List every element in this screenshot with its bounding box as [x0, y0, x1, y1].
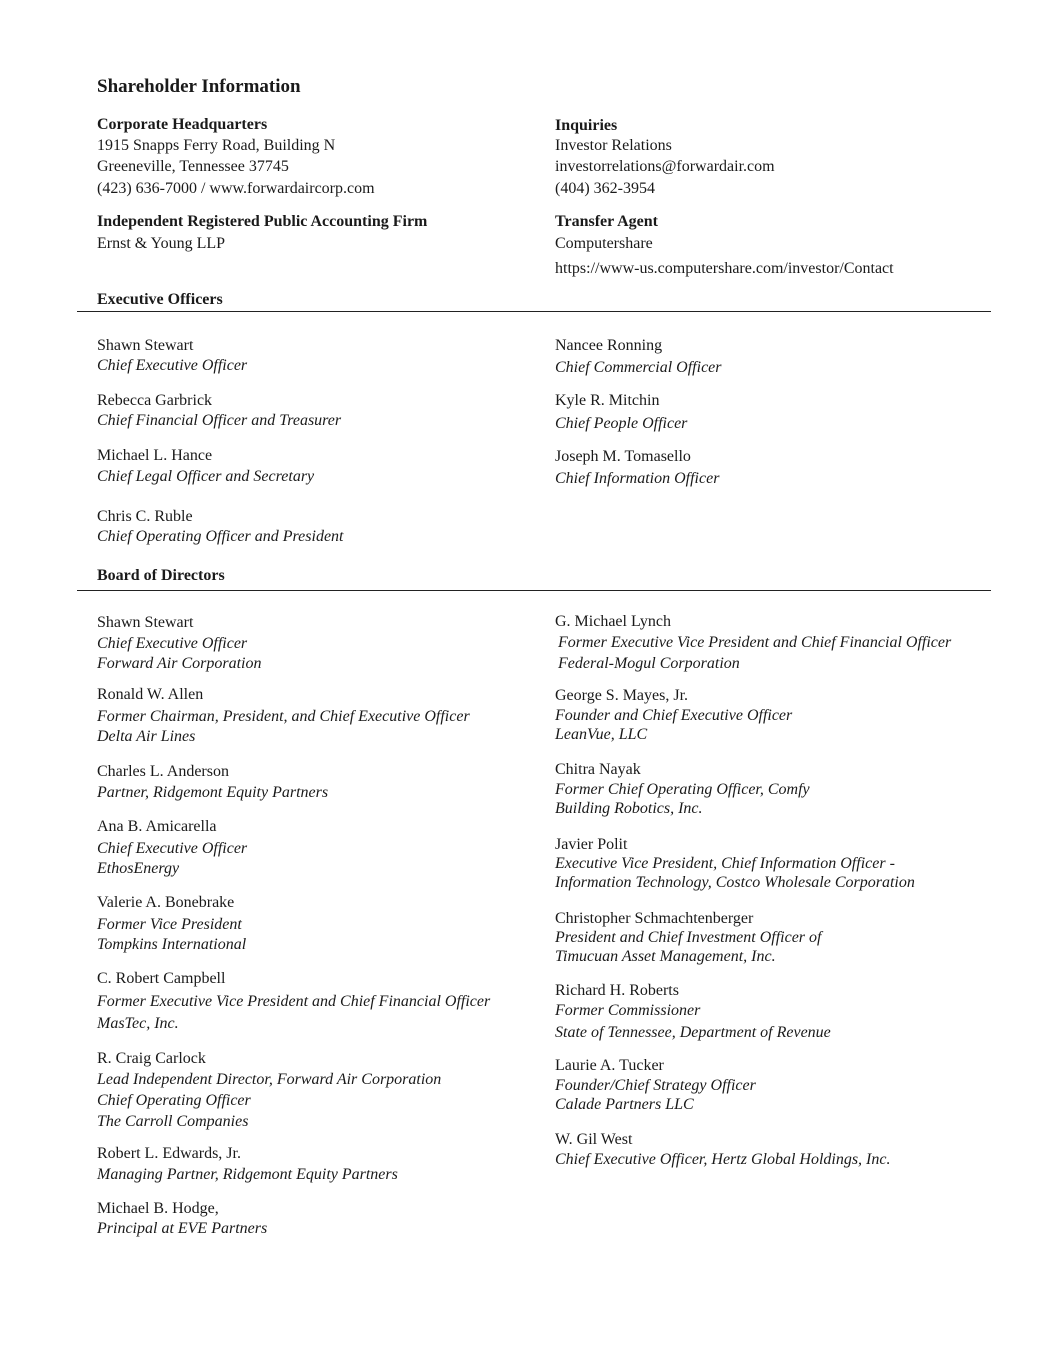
exec-officer-name: Shawn Stewart	[97, 337, 194, 354]
director-name: Ronald W. Allen	[97, 686, 204, 703]
director-line: Tompkins International	[97, 936, 247, 953]
director-line: Chief Executive Officer, Hertz Global Holdings, Inc.	[555, 1151, 891, 1168]
director-line: Former Executive Vice President and Chief Financial Officer	[558, 634, 952, 651]
director-name: George S. Mayes, Jr.	[555, 687, 689, 704]
director-line: Chief Operating Officer	[97, 1092, 251, 1109]
executive-officers-divider	[77, 311, 991, 312]
page-title: Shareholder Information	[97, 76, 301, 97]
board-divider	[77, 590, 991, 591]
director-name: Michael B. Hodge,	[97, 1200, 219, 1217]
exec-officer-title: Chief Legal Officer and Secretary	[97, 468, 315, 485]
transfer-agent-name: Computershare	[555, 235, 653, 252]
director-line: Lead Independent Director, Forward Air Corporation	[97, 1071, 442, 1088]
accounting-firm-heading: Independent Registered Public Accounting Firm	[97, 213, 428, 230]
exec-officer-title: Chief People Officer	[555, 415, 688, 432]
director-line: Founder/Chief Strategy Officer	[555, 1077, 756, 1094]
director-name: Robert L. Edwards, Jr.	[97, 1145, 241, 1162]
director-line: Timucuan Asset Management, Inc.	[555, 948, 776, 965]
director-line: Delta Air Lines	[97, 728, 196, 745]
executive-officers-heading: Executive Officers	[97, 291, 223, 308]
transfer-agent-heading: Transfer Agent	[555, 213, 658, 230]
director-line: Information Technology, Costco Wholesale Corporation	[555, 874, 915, 891]
exec-officer-title: Chief Financial Officer and Treasurer	[97, 412, 342, 429]
accounting-firm-name: Ernst & Young LLP	[97, 235, 226, 252]
director-name: Christopher Schmachtenberger	[555, 910, 754, 927]
director-name: Javier Polit	[555, 836, 628, 853]
director-name: Shawn Stewart	[97, 614, 194, 631]
exec-officer-title: Chief Executive Officer	[97, 357, 248, 374]
exec-officer-title: Chief Commercial Officer	[555, 359, 722, 376]
director-line: The Carroll Companies	[97, 1113, 249, 1130]
director-line: President and Chief Investment Officer of	[555, 929, 822, 946]
director-line: Former Chairman, President, and Chief Executive Officer	[97, 708, 470, 725]
hq-address-line1: 1915 Snapps Ferry Road, Building N	[97, 137, 336, 154]
transfer-agent-url[interactable]: https://www-us.computershare.com/investor/Contact	[555, 260, 894, 277]
director-line: Forward Air Corporation	[97, 655, 262, 672]
director-name: Valerie A. Bonebrake	[97, 894, 235, 911]
director-name: Chitra Nayak	[555, 761, 641, 778]
director-name: Richard H. Roberts	[555, 982, 679, 999]
director-line: Former Chief Operating Officer, Comfy	[555, 781, 810, 798]
exec-officer-name: Kyle R. Mitchin	[555, 392, 660, 409]
director-line: Chief Executive Officer	[97, 635, 248, 652]
inquiries-phone: (404) 362-3954	[555, 180, 655, 197]
director-line: Managing Partner, Ridgemont Equity Partners	[97, 1166, 398, 1183]
exec-officer-title: Chief Operating Officer and President	[97, 528, 344, 545]
director-line: MasTec, Inc.	[97, 1015, 179, 1032]
director-name: Ana B. Amicarella	[97, 818, 217, 835]
director-name: C. Robert Campbell	[97, 970, 226, 987]
director-line: Executive Vice President, Chief Information Officer -	[555, 855, 895, 872]
hq-phone-website: (423) 636-7000 / www.forwardaircorp.com	[97, 180, 375, 197]
exec-officer-name: Chris C. Ruble	[97, 508, 193, 525]
director-name: Laurie A. Tucker	[555, 1057, 664, 1074]
director-line: Principal at EVE Partners	[97, 1220, 268, 1237]
inquiries-department: Investor Relations	[555, 137, 672, 154]
corporate-headquarters-heading: Corporate Headquarters	[97, 116, 268, 133]
director-line: Former Vice President	[97, 916, 242, 933]
director-line: Founder and Chief Executive Officer	[555, 707, 793, 724]
director-line: Former Commissioner	[555, 1002, 701, 1019]
exec-officer-name: Nancee Ronning	[555, 337, 663, 354]
inquiries-email[interactable]: investorrelations@forwardair.com	[555, 158, 775, 175]
director-name: Charles L. Anderson	[97, 763, 229, 780]
exec-officer-name: Rebecca Garbrick	[97, 392, 213, 409]
director-line: Calade Partners LLC	[555, 1096, 694, 1113]
hq-address-line2: Greeneville, Tennessee 37745	[97, 158, 289, 175]
director-name: G. Michael Lynch	[555, 613, 671, 630]
director-line: Building Robotics, Inc.	[555, 800, 703, 817]
director-name: R. Craig Carlock	[97, 1050, 206, 1067]
director-line: State of Tennessee, Department of Revenue	[555, 1024, 831, 1041]
director-line: Federal-Mogul Corporation	[558, 655, 740, 672]
exec-officer-title: Chief Information Officer	[555, 470, 720, 487]
director-line: EthosEnergy	[97, 860, 180, 877]
director-line: Chief Executive Officer	[97, 840, 248, 857]
director-line: Partner, Ridgemont Equity Partners	[97, 784, 329, 801]
director-line: LeanVue, LLC	[555, 726, 648, 743]
exec-officer-name: Michael L. Hance	[97, 447, 213, 464]
inquiries-heading: Inquiries	[555, 117, 618, 134]
board-of-directors-heading: Board of Directors	[97, 567, 225, 584]
director-line: Former Executive Vice President and Chief Financial Officer	[97, 993, 491, 1010]
director-name: W. Gil West	[555, 1131, 633, 1148]
exec-officer-name: Joseph M. Tomasello	[555, 448, 691, 465]
